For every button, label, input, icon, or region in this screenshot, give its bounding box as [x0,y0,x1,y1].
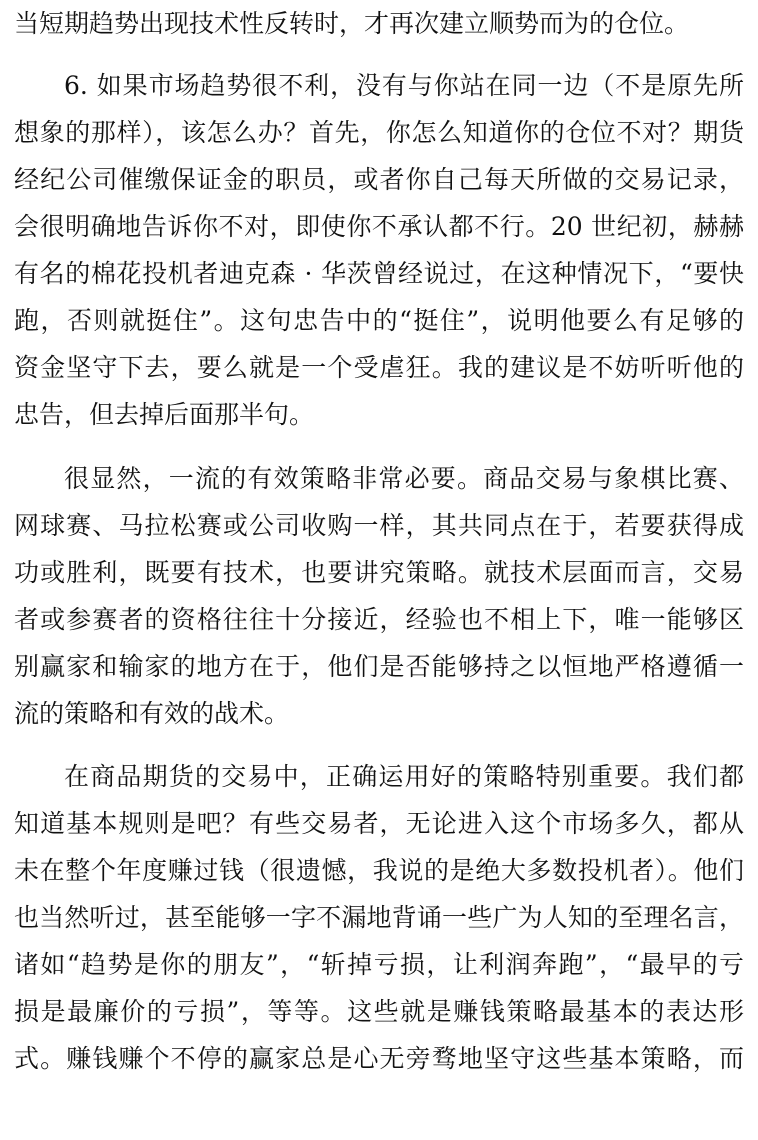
paragraph-2-line-1: 6. 如果市场趋势很不利，没有与你站在同一边（不是原先所 [64,71,744,100]
paragraph-2-line-7: 资金坚守下去，要么就是一个受虐狂。我的建议是不妨听听他的 [14,353,744,382]
paragraph-3-line-2: 网球赛、马拉松赛或公司收购一样，其共同点在于，若要获得成 [14,511,744,540]
paragraph-3-line-5: 别赢家和输家的地方在于，他们是否能够持之以恒地严格遵循一 [14,652,744,681]
paragraph-4-line-3: 未在整个年度赚过钱（很遗憾，我说的是绝大多数投机者）。他们 [14,856,744,885]
paragraph-3-line-3: 功或胜利，既要有技术，也要讲究策略。就技术层面而言，交易 [14,558,744,587]
paragraph-2-line-5: 有名的棉花投机者迪克森 · 华茨曾经说过，在这种情况下，“要快 [14,259,744,288]
paragraph-1-line-1: 当短期趋势出现技术性反转时，才再次建立顺势而为的仓位。 [14,9,690,38]
paragraph-2-line-8: 忠告，但去掉后面那半句。 [14,400,315,429]
paragraph-2-line-3: 经纪公司催缴保证金的职员，或者你自己每天所做的交易记录， [14,165,744,194]
paragraph-2-line-4: 会很明确地告诉你不对，即使你不承认都不行。20 世纪初，赫赫 [14,212,744,241]
paragraph-4-line-1: 在商品期货的交易中，正确运用好的策略特别重要。我们都 [64,762,744,791]
paragraph-2-line-2: 想象的那样），该怎么办？首先，你怎么知道你的仓位不对？期货 [14,118,744,147]
paragraph-4-line-6: 损是最廉价的亏损”，等等。这些就是赚钱策略最基本的表达形 [14,997,744,1026]
paragraph-2-line-6: 跑，否则就挺住”。这句忠告中的“挺住”，说明他要么有足够的 [14,306,744,335]
paragraph-4-line-5: 诸如“趋势是你的朋友”，“斩掉亏损，让利润奔跑”，“最早的亏 [14,950,744,979]
paragraph-4-line-4: 也当然听过，甚至能够一字不漏地背诵一些广为人知的至理名言， [14,903,744,932]
paragraph-3-line-4: 者或参赛者的资格往往十分接近，经验也不相上下，唯一能够区 [14,605,744,634]
paragraph-4-line-7: 式。赚钱赚个不停的赢家总是心无旁骛地坚守这些基本策略，而 [14,1044,744,1073]
paragraph-3-line-1: 很显然，一流的有效策略非常必要。商品交易与象棋比赛、 [64,464,744,493]
paragraph-4-line-2: 知道基本规则是吧？有些交易者，无论进入这个市场多久，都从 [14,809,744,838]
paragraph-3-line-6: 流的策略和有效的战术。 [14,699,290,728]
